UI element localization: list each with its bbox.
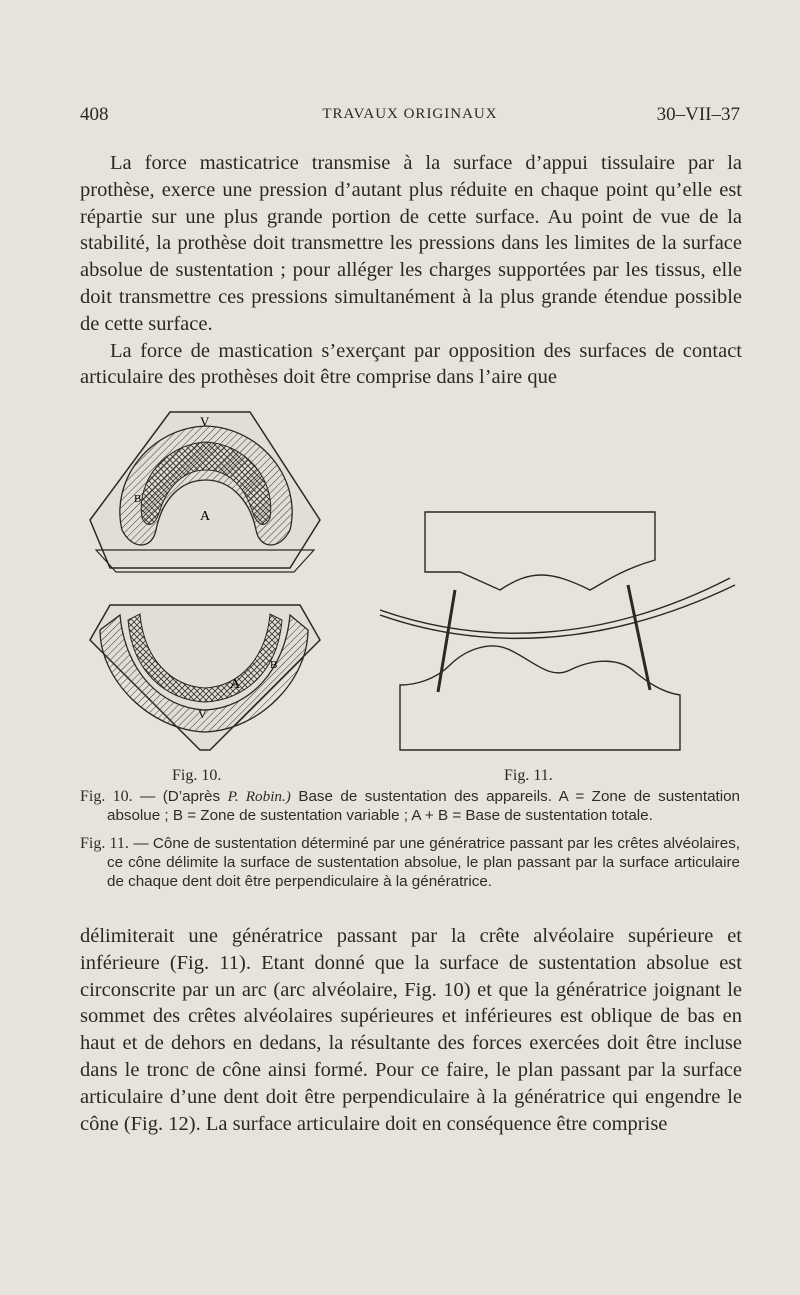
- fig10-label-a-lower: A: [230, 677, 241, 692]
- figures: [80, 400, 760, 790]
- fig10-label-b: B: [134, 493, 142, 505]
- paragraph: La force masticatrice transmise à la surface d’appui tissulaire par la prothèse, exerce une pression d’autant plus réduite en chaque point qu’elle est répartie sur une plus grande portion de cette surface. Au point de vue de la stabilité, la prothèse doit transmettre les pressions dans les limites de la surface absolue de sustentation ; pour alléger les charges supportées par les tissus, elle doit transmettre ces pressions simultanément à la plus grande étendue possible de cette surface.: [80, 152, 742, 335]
- fig10-label-b-lower: B: [270, 659, 278, 671]
- running-head: [80, 104, 740, 130]
- page-number: 408: [80, 104, 109, 125]
- fig11-diagram: [380, 512, 735, 750]
- caption-fig11: Fig. 11. — Cône de sustentation déterminé par une génératrice passant par les crêtes alvéolaires, ce cône délimite la surface de sustentation absolue, le plan passant par la surface articulaire de chaque dent doit être perpendiculaire à la génératrice.: [80, 835, 741, 890]
- caption-fig10: Fig. 10. — (D’après P. Robin.) Base de sustentation des appareils. A = Zone de sustentation absolue ; B = Zone de sustentation variable ; A + B = Base de sustentation totale.: [80, 788, 740, 824]
- fig10-label: Fig. 10.: [172, 767, 222, 784]
- figure-illustrations: [80, 400, 760, 790]
- running-title: TRAVAUX ORIGINAUX: [322, 106, 498, 122]
- body-text-bottom: [80, 923, 742, 1137]
- issue-date: 30–VII–37: [656, 104, 740, 125]
- fig11-label: Fig. 11.: [504, 767, 553, 784]
- fig10-lower-plate: [90, 605, 320, 750]
- body-text-top: [80, 150, 742, 391]
- figure-captions: [80, 787, 740, 900]
- paragraph: délimiterait une génératrice passant par la crête alvéolaire supérieure et inférieure (Fig. 11). Etant donné que la surface de sustentation absolue est circonscrite par un arc (arc alvéolaire, Fig. 10) et que la génératrice joignant le sommet des crêtes alvéolaires supérieures et inférieures est oblique de bas en haut et de dehors en dedans, la résultante des forces exercées doit être incluse dans le tronc de cône ainsi formé. Pour ce faire, le plan passant par la surface articulaire d’une dent doit être perpendiculaire à la génératrice qui engendre le cône (Fig. 12). La surface articulaire doit en conséquence être comprise: [80, 925, 742, 1135]
- fig10-label-v-lower: V: [198, 707, 207, 721]
- fig10-label-a: A: [200, 509, 211, 524]
- fig10-upper-plate: [90, 412, 320, 572]
- fig10-label-v: V: [200, 414, 210, 429]
- paragraph: La force de mastication s’exerçant par opposition des surfaces de contact articulaire des prothèses doit être comprise dans l’aire que: [80, 339, 742, 389]
